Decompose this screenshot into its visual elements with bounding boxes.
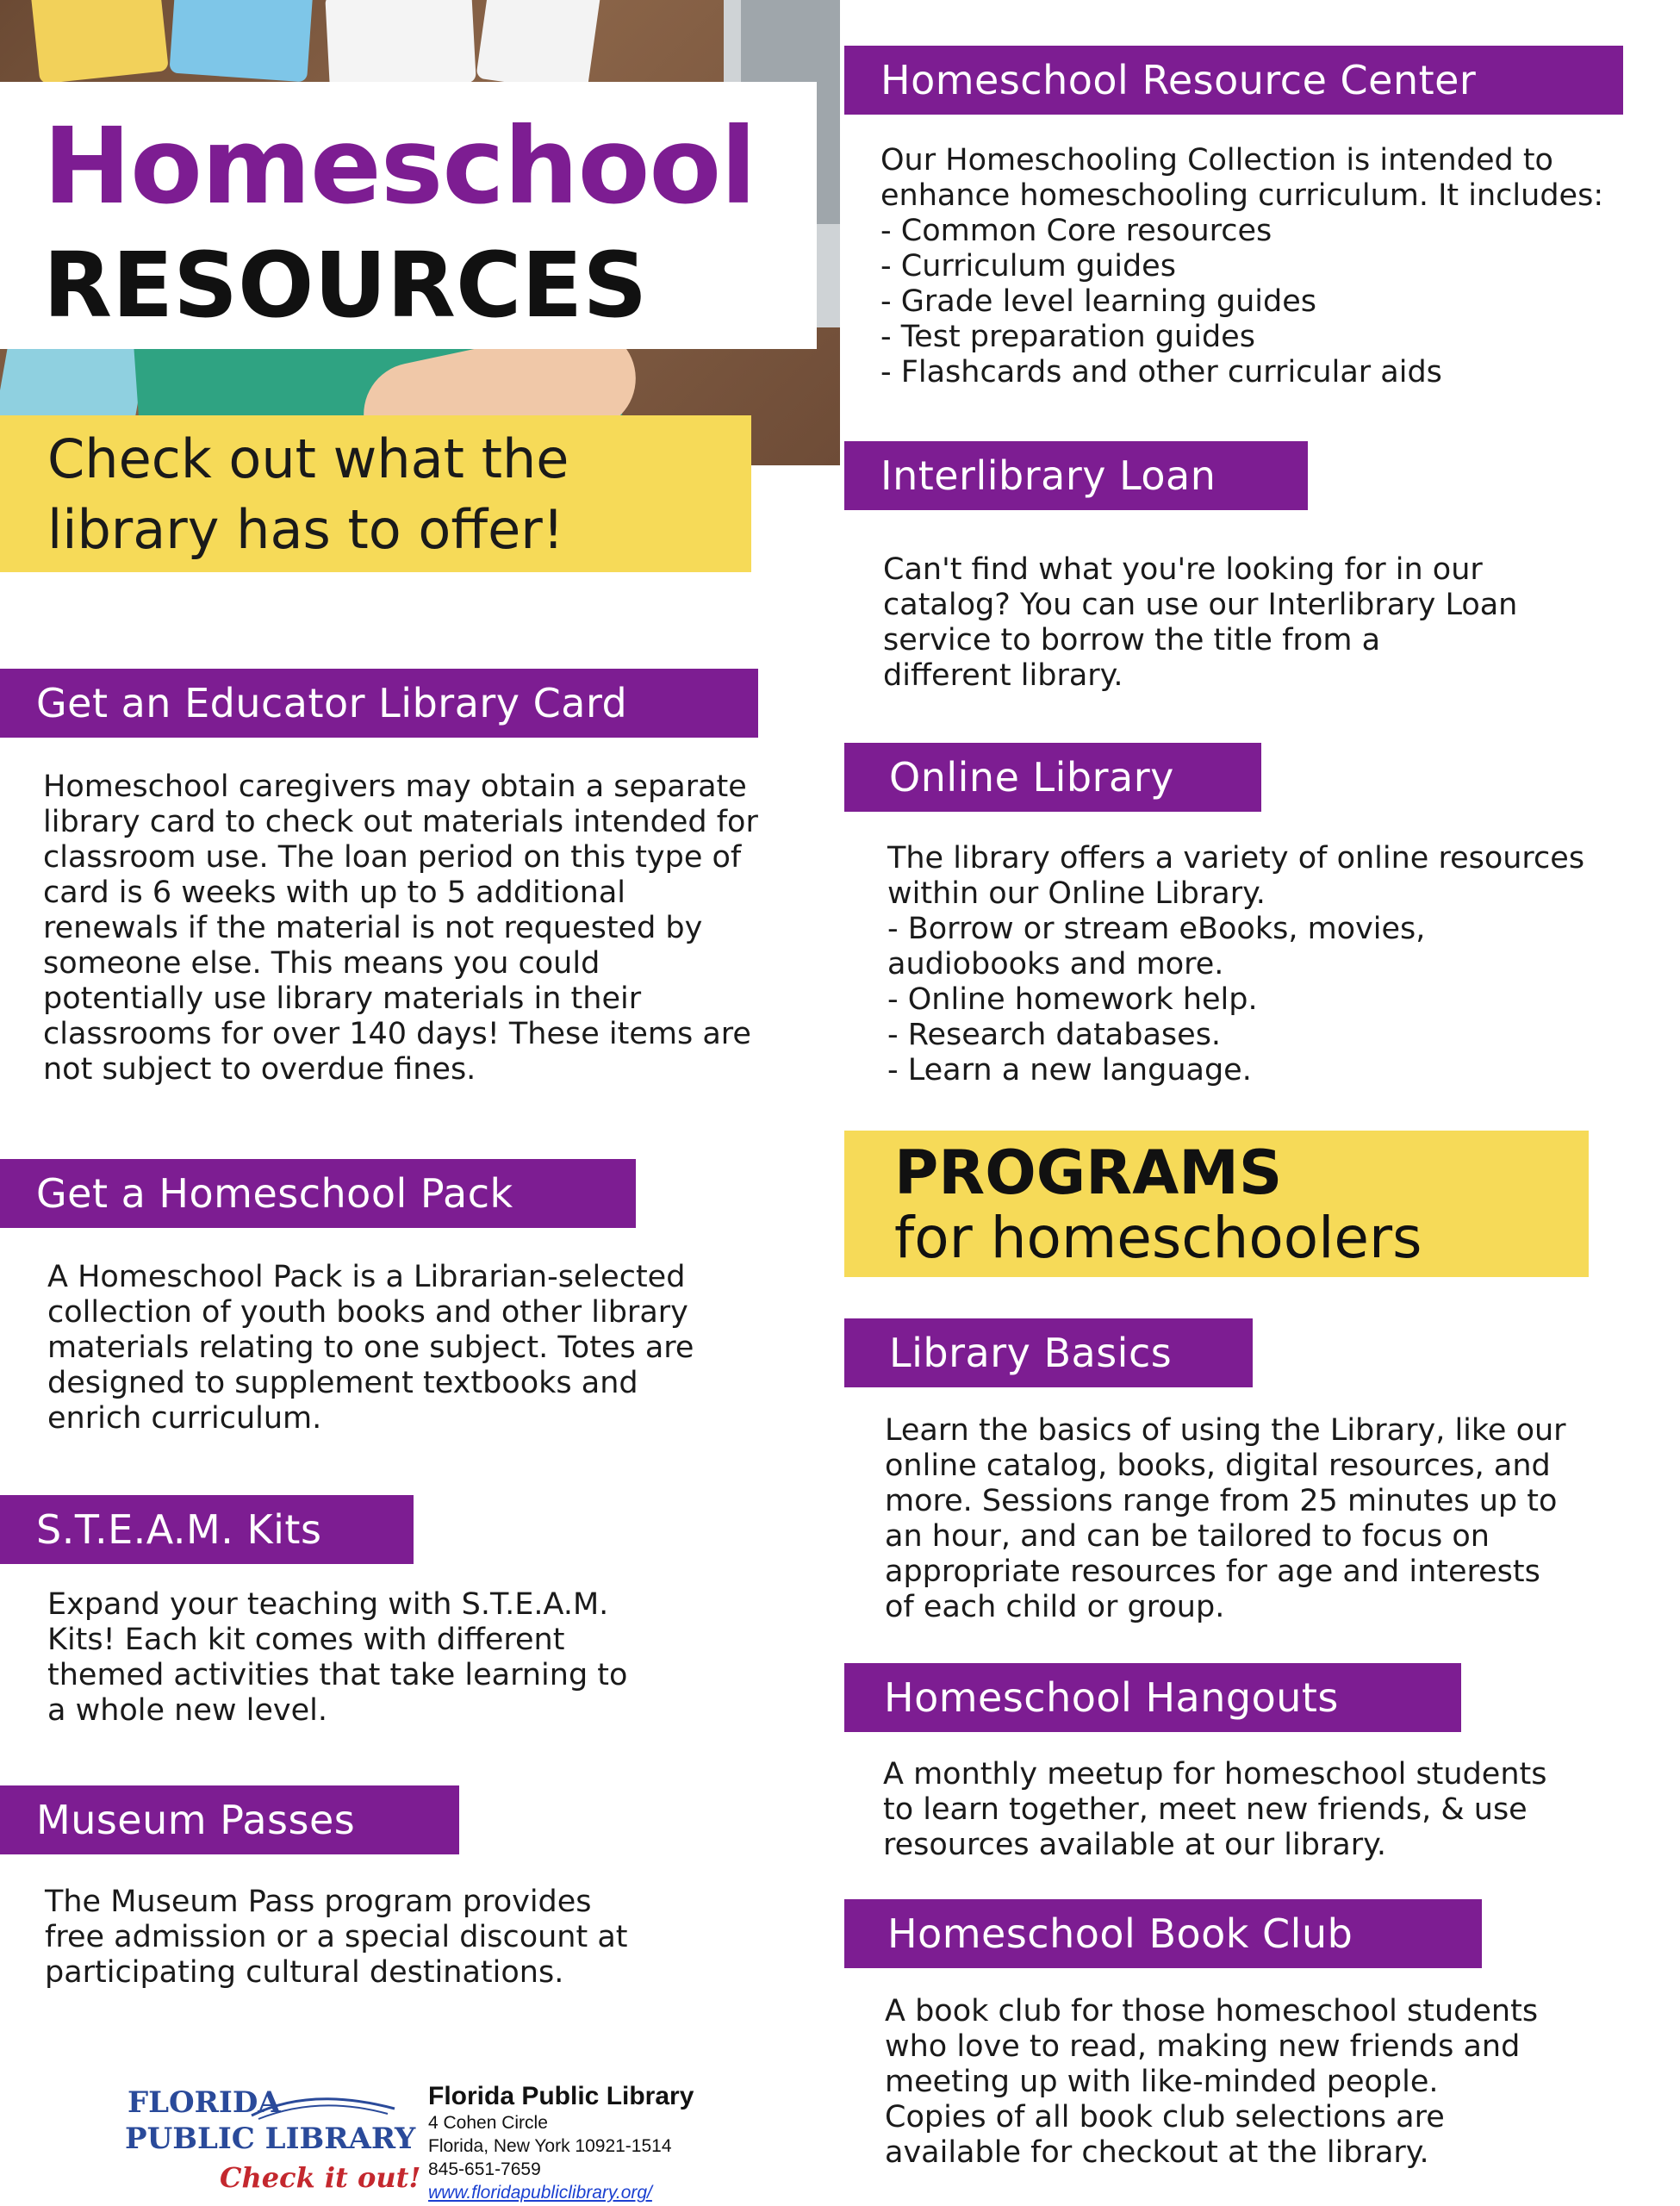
text-line: - Grade level learning guides [880, 284, 1316, 319]
text-line: Copies of all book club selections are [885, 2100, 1445, 2134]
book-club-heading: Homeschool Book Club [844, 1899, 1482, 1968]
text-line: service to borrow the title from a [883, 623, 1381, 657]
logo-swoosh-icon [250, 2090, 396, 2124]
museum-passes-heading: Museum Passes [0, 1785, 459, 1854]
text-line: - Curriculum guides [880, 249, 1176, 284]
hangouts-text [883, 1757, 1546, 1863]
text-line: catalog? You can use our Interlibrary Loan [883, 588, 1518, 622]
text-line: someone else. This means you could [43, 946, 600, 981]
text-line: within our Online Library. [887, 876, 1266, 911]
text-line: - Learn a new language. [887, 1053, 1252, 1087]
text-line: enrich curriculum. [47, 1401, 322, 1436]
homeschool-pack-heading: Get a Homeschool Pack [0, 1159, 636, 1228]
text-line: classrooms for over 140 days! These items are [43, 1017, 751, 1051]
text-line: enhance homeschooling curriculum. It includes: [880, 178, 1604, 213]
text-line: Can't find what you're looking for in our [883, 552, 1483, 587]
steam-kits-text [47, 1587, 627, 1729]
text-line: The Museum Pass program provides [45, 1885, 592, 1919]
text-line: A book club for those homeschool students [885, 1994, 1539, 2028]
text-line: - Flashcards and other curricular aids [880, 355, 1442, 389]
homeschool-pack-text [47, 1260, 694, 1436]
text-line: materials relating to one subject. Totes are [47, 1330, 694, 1365]
resource-center-text [880, 143, 1603, 390]
text-line: different library. [883, 658, 1123, 693]
text-line: who love to read, making new friends and [885, 2029, 1521, 2064]
text-line: of each child or group. [885, 1590, 1225, 1624]
library-logo-tagline: Check it out! [220, 2161, 421, 2194]
text-line: resources available at our library. [883, 1828, 1386, 1862]
library-phone: 845-651-7659 [428, 2159, 541, 2179]
online-library-text [887, 841, 1584, 1088]
text-line: meeting up with like-minded people. [885, 2065, 1439, 2099]
educator-card-heading: Get an Educator Library Card [0, 669, 758, 738]
text-line: classroom use. The loan period on this type of [43, 840, 742, 875]
text-line: The library offers a variety of online resources [887, 841, 1585, 876]
programs-title: PROGRAMS [894, 1137, 1283, 1208]
programs-subtitle: for homeschoolers [894, 1205, 1422, 1271]
text-line: free admission or a special discount at [45, 1920, 628, 1954]
text-line: potentially use library materials in their [43, 981, 642, 1016]
text-line: Expand your teaching with S.T.E.A.M. [47, 1587, 609, 1622]
educator-card-text [43, 770, 758, 1087]
text-line: Learn the basics of using the Library, like our [885, 1413, 1566, 1448]
text-line: appropriate resources for age and interests [885, 1555, 1540, 1589]
tagline: Check out what the library has to offer! [47, 427, 569, 561]
text-line: Homeschool caregivers may obtain a separate [43, 770, 747, 804]
text-line: - Common Core resources [880, 214, 1272, 248]
museum-passes-text [45, 1885, 628, 1991]
library-address-line2: Florida, New York 10921-1514 [428, 2136, 672, 2156]
text-line: - Online homework help. [887, 982, 1258, 1017]
text-line: available for checkout at the library. [885, 2135, 1429, 2170]
text-line: - Research databases. [887, 1018, 1222, 1052]
text-line: collection of youth books and other library [47, 1295, 688, 1330]
text-line: A monthly meetup for homeschool students [883, 1757, 1547, 1792]
library-name: Florida Public Library [428, 2082, 694, 2110]
library-logo-line2: PUBLIC LIBRARY [125, 2122, 416, 2156]
text-line: themed activities that take learning to [47, 1658, 628, 1692]
library-basics-heading: Library Basics [844, 1318, 1253, 1387]
text-line: library card to check out materials intended for [43, 805, 758, 839]
text-line: - Test preparation guides [880, 320, 1255, 354]
text-line: - Borrow or stream eBooks, movies, [887, 912, 1426, 946]
text-line: Our Homeschooling Collection is intended to [880, 143, 1553, 178]
text-line: audiobooks and more. [887, 947, 1224, 981]
library-logo-line1: FLORIDA [128, 2085, 281, 2120]
text-line: not subject to overdue fines. [43, 1052, 476, 1087]
online-library-heading: Online Library [844, 743, 1261, 812]
text-line: renewals if the material is not requested by [43, 911, 703, 945]
library-basics-text [885, 1413, 1566, 1625]
book-club-text [885, 1994, 1538, 2171]
text-line: to learn together, meet new friends, & use [883, 1792, 1528, 1827]
page-subtitle: RESOURCES [43, 233, 648, 338]
resource-center-heading: Homeschool Resource Center [844, 46, 1623, 115]
library-website-link[interactable]: www.floridapubliclibrary.org/ [428, 2183, 652, 2203]
steam-kits-heading: S.T.E.A.M. Kits [0, 1495, 414, 1564]
text-line: designed to supplement textbooks and [47, 1366, 638, 1400]
library-address-line1: 4 Cohen Circle [428, 2113, 548, 2133]
interlibrary-loan-text [883, 552, 1517, 694]
text-line: card is 6 weeks with up to 5 additional [43, 876, 625, 910]
text-line: A Homeschool Pack is a Librarian-selected [47, 1260, 686, 1294]
text-line: an hour, and can be tailored to focus on [885, 1519, 1490, 1554]
text-line: participating cultural destinations. [45, 1955, 564, 1990]
text-line: online catalog, books, digital resources, and [885, 1449, 1551, 1483]
page-title: Homeschool [43, 105, 756, 227]
interlibrary-loan-heading: Interlibrary Loan [844, 441, 1308, 510]
text-line: Kits! Each kit comes with different [47, 1623, 565, 1657]
text-line: a whole new level. [47, 1693, 327, 1728]
text-line: more. Sessions range from 25 minutes up to [885, 1484, 1558, 1518]
hangouts-heading: Homeschool Hangouts [844, 1663, 1461, 1732]
